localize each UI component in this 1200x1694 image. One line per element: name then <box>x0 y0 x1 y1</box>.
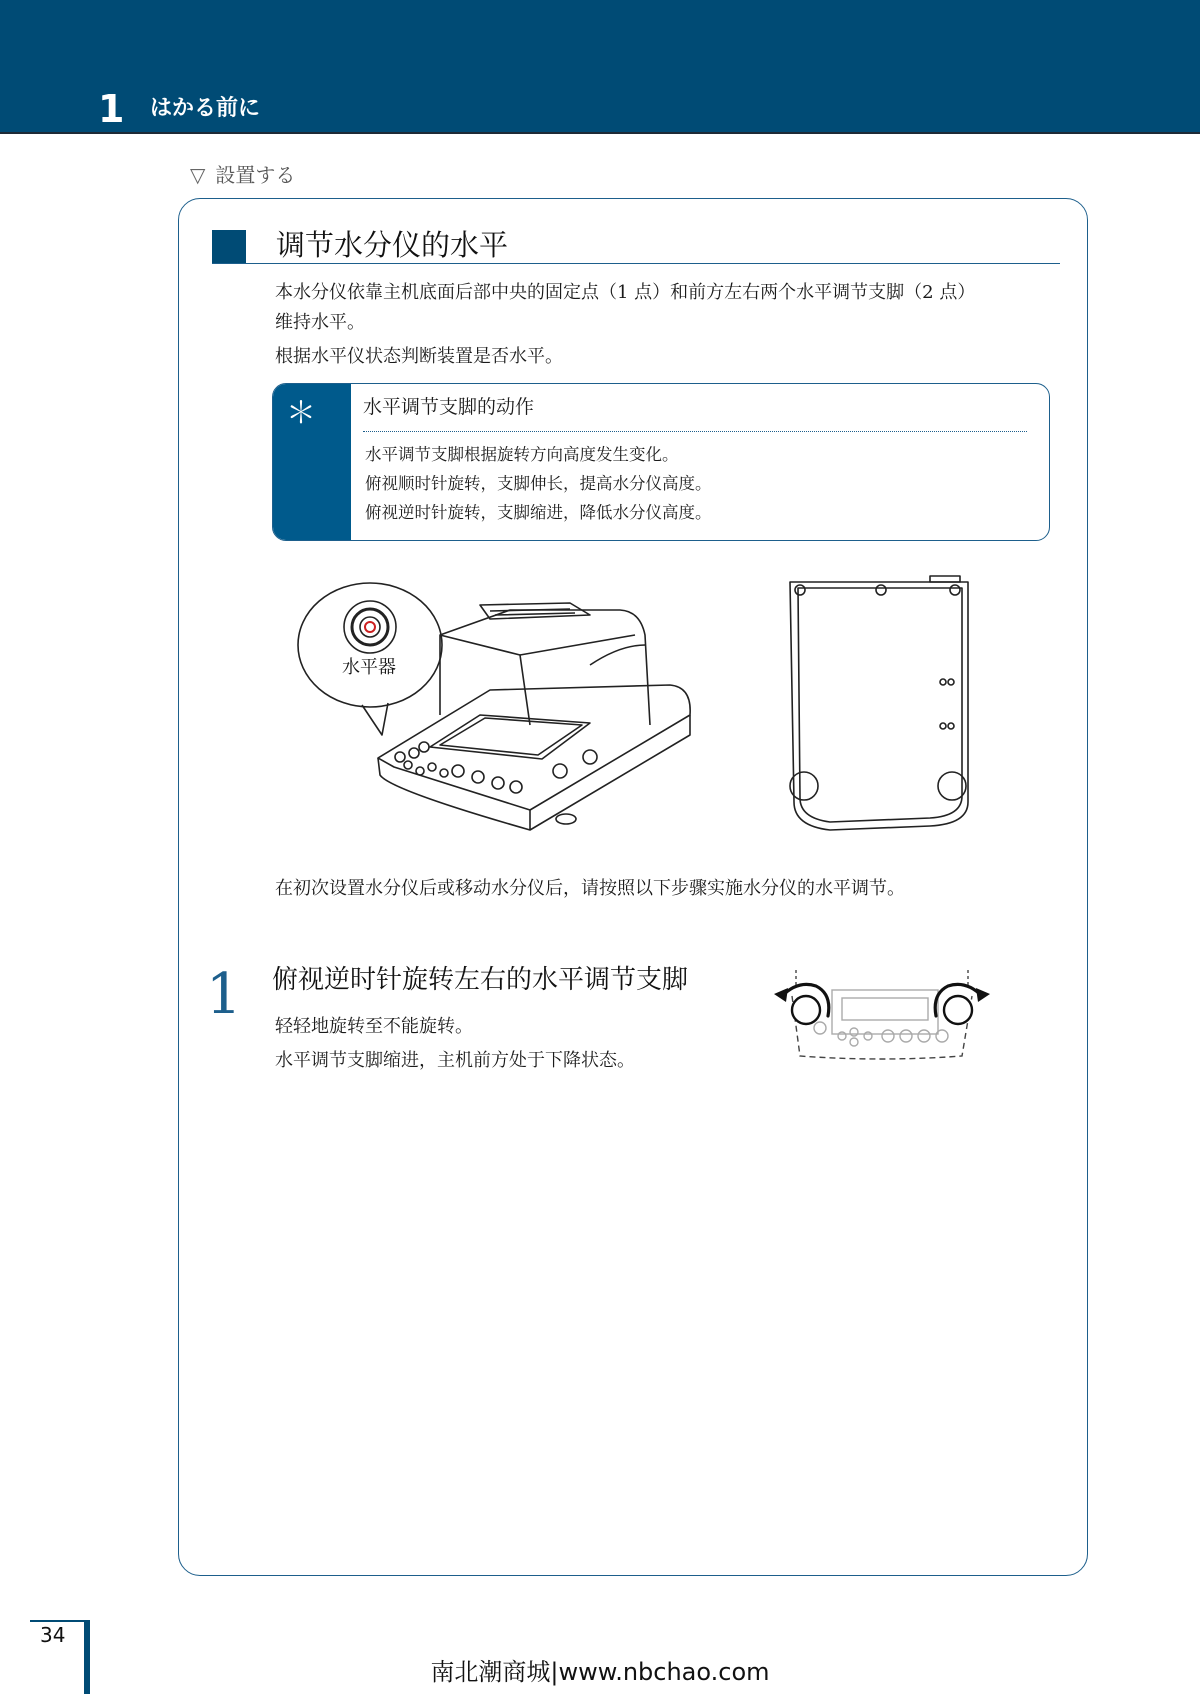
note-body <box>365 440 712 527</box>
note-line: 俯视顺时针旋转，支脚伸长，提高水分仪高度。 <box>365 474 712 493</box>
section-marker-square <box>212 230 246 264</box>
intro-paragraph-line-2: 维持水平。 <box>275 312 365 333</box>
breadcrumb <box>190 160 295 190</box>
asterisk-icon: ＊ <box>286 396 316 431</box>
page-number: 34 <box>40 1623 66 1647</box>
chapter-header-bar <box>0 0 1200 134</box>
step-title: 俯视逆时针旋转左右的水平调节支脚 <box>272 965 689 995</box>
breadcrumb-text: 設置する <box>215 163 296 187</box>
analyzer-perspective-illustration <box>290 575 710 840</box>
leveling-feet-rotation-illustration <box>772 966 992 1066</box>
note-line: 水平调节支脚根据旋转方向高度发生变化。 <box>365 445 679 464</box>
chapter-number: 1 <box>98 87 125 131</box>
section-title: 调节水分仪的水平 <box>276 228 509 262</box>
level-indicator-label: 水平器 <box>342 657 396 678</box>
note-title: 水平调节支脚的动作 <box>363 396 535 418</box>
triangle-down-icon: ▽ <box>190 163 206 187</box>
note-divider <box>363 431 1027 432</box>
section-underline <box>212 263 1060 264</box>
step-number: 1 <box>206 962 242 1027</box>
note-line: 俯视逆时针旋转，支脚缩进，降低水分仪高度。 <box>365 503 712 522</box>
note-sidebar <box>273 384 351 540</box>
note-box <box>272 383 1050 541</box>
analyzer-bottom-view-illustration <box>780 574 980 844</box>
step-line-1: 轻轻地旋转至不能旋转。 <box>275 1016 473 1037</box>
chapter-title: はかる前に <box>150 96 261 121</box>
intro-paragraph-line-1: 本水分仪依靠主机底面后部中央的固定点（1 点）和前方左右两个水平调节支脚（2 点） <box>275 282 976 303</box>
intro-paragraph-line-3: 根据水平仪状态判断装置是否水平。 <box>275 346 563 367</box>
footer-watermark: 南北潮商城|www.nbchao.com <box>430 1658 770 1686</box>
instruction-text: 在初次设置水分仪后或移动水分仪后，请按照以下步骤实施水分仪的水平调节。 <box>275 878 905 899</box>
step-line-2: 水平调节支脚缩进，主机前方处于下降状态。 <box>275 1050 635 1071</box>
